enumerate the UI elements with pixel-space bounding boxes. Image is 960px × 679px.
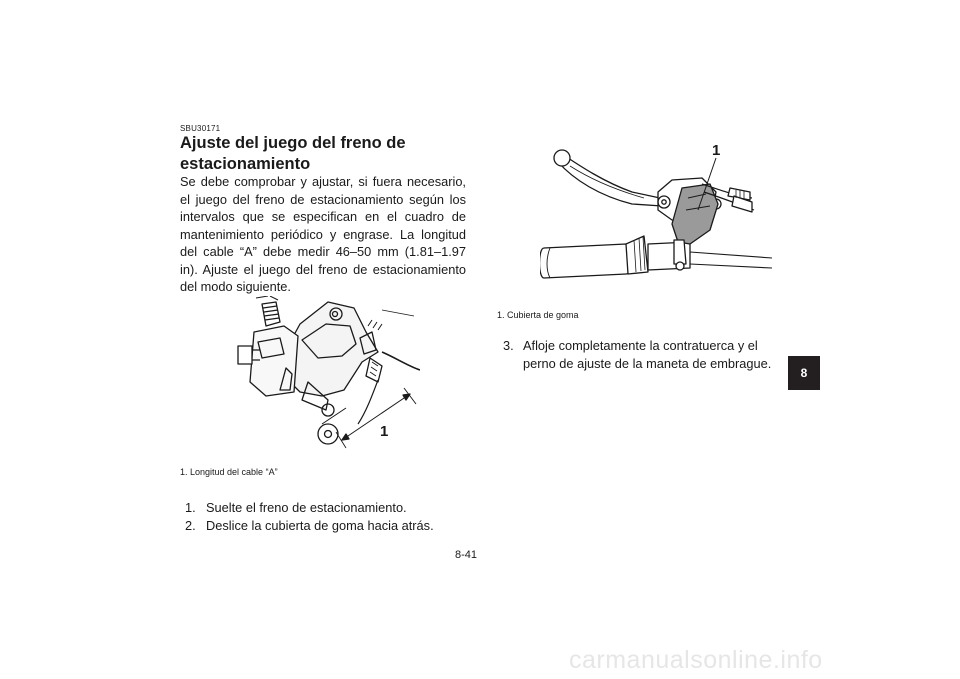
figure2-caption: 1. Cubierta de goma bbox=[497, 310, 579, 320]
step-3 bbox=[503, 337, 785, 373]
step-text: Afloje completamente la contratuerca y el perno de ajuste de la maneta de embrague. bbox=[523, 338, 772, 371]
figure2-callout: 1 bbox=[712, 142, 721, 159]
step-number: 3. bbox=[503, 338, 514, 353]
list-item bbox=[185, 517, 475, 535]
parking-brake-illustration bbox=[232, 296, 420, 456]
figure1-caption: 1. Longitud del cable “A” bbox=[180, 467, 278, 477]
chapter-tab: 8 bbox=[788, 356, 820, 390]
step-text: Suelte el freno de estacionamiento. bbox=[206, 500, 407, 515]
page-number: 8-41 bbox=[455, 549, 478, 561]
section-heading: Ajuste del juego del freno de estacionamiento bbox=[180, 134, 406, 173]
step-text: Deslice la cubierta de goma hacia atrás. bbox=[206, 518, 434, 533]
figure1-callout: 1 bbox=[380, 423, 389, 440]
watermark: carmanualsonline.info bbox=[569, 646, 823, 674]
clutch-lever-illustration bbox=[540, 140, 772, 290]
list-item bbox=[185, 499, 475, 517]
step-number: 1. bbox=[185, 500, 196, 515]
intro-paragraph: Se debe comprobar y ajustar, si fuera necesario, el juego del freno de estacionamiento según los intervalos que se especifican en el cuadro de mantenimiento periódico y engrase. La longitud del cable “A” debe medir 46–50 mm (1.81–1.97 in). Ajuste el juego del freno de estacionamiento del modo siguiente. bbox=[180, 174, 466, 294]
steps-list-left bbox=[185, 499, 475, 535]
section-code: SBU30171 bbox=[180, 124, 221, 133]
step-number: 2. bbox=[185, 518, 196, 533]
